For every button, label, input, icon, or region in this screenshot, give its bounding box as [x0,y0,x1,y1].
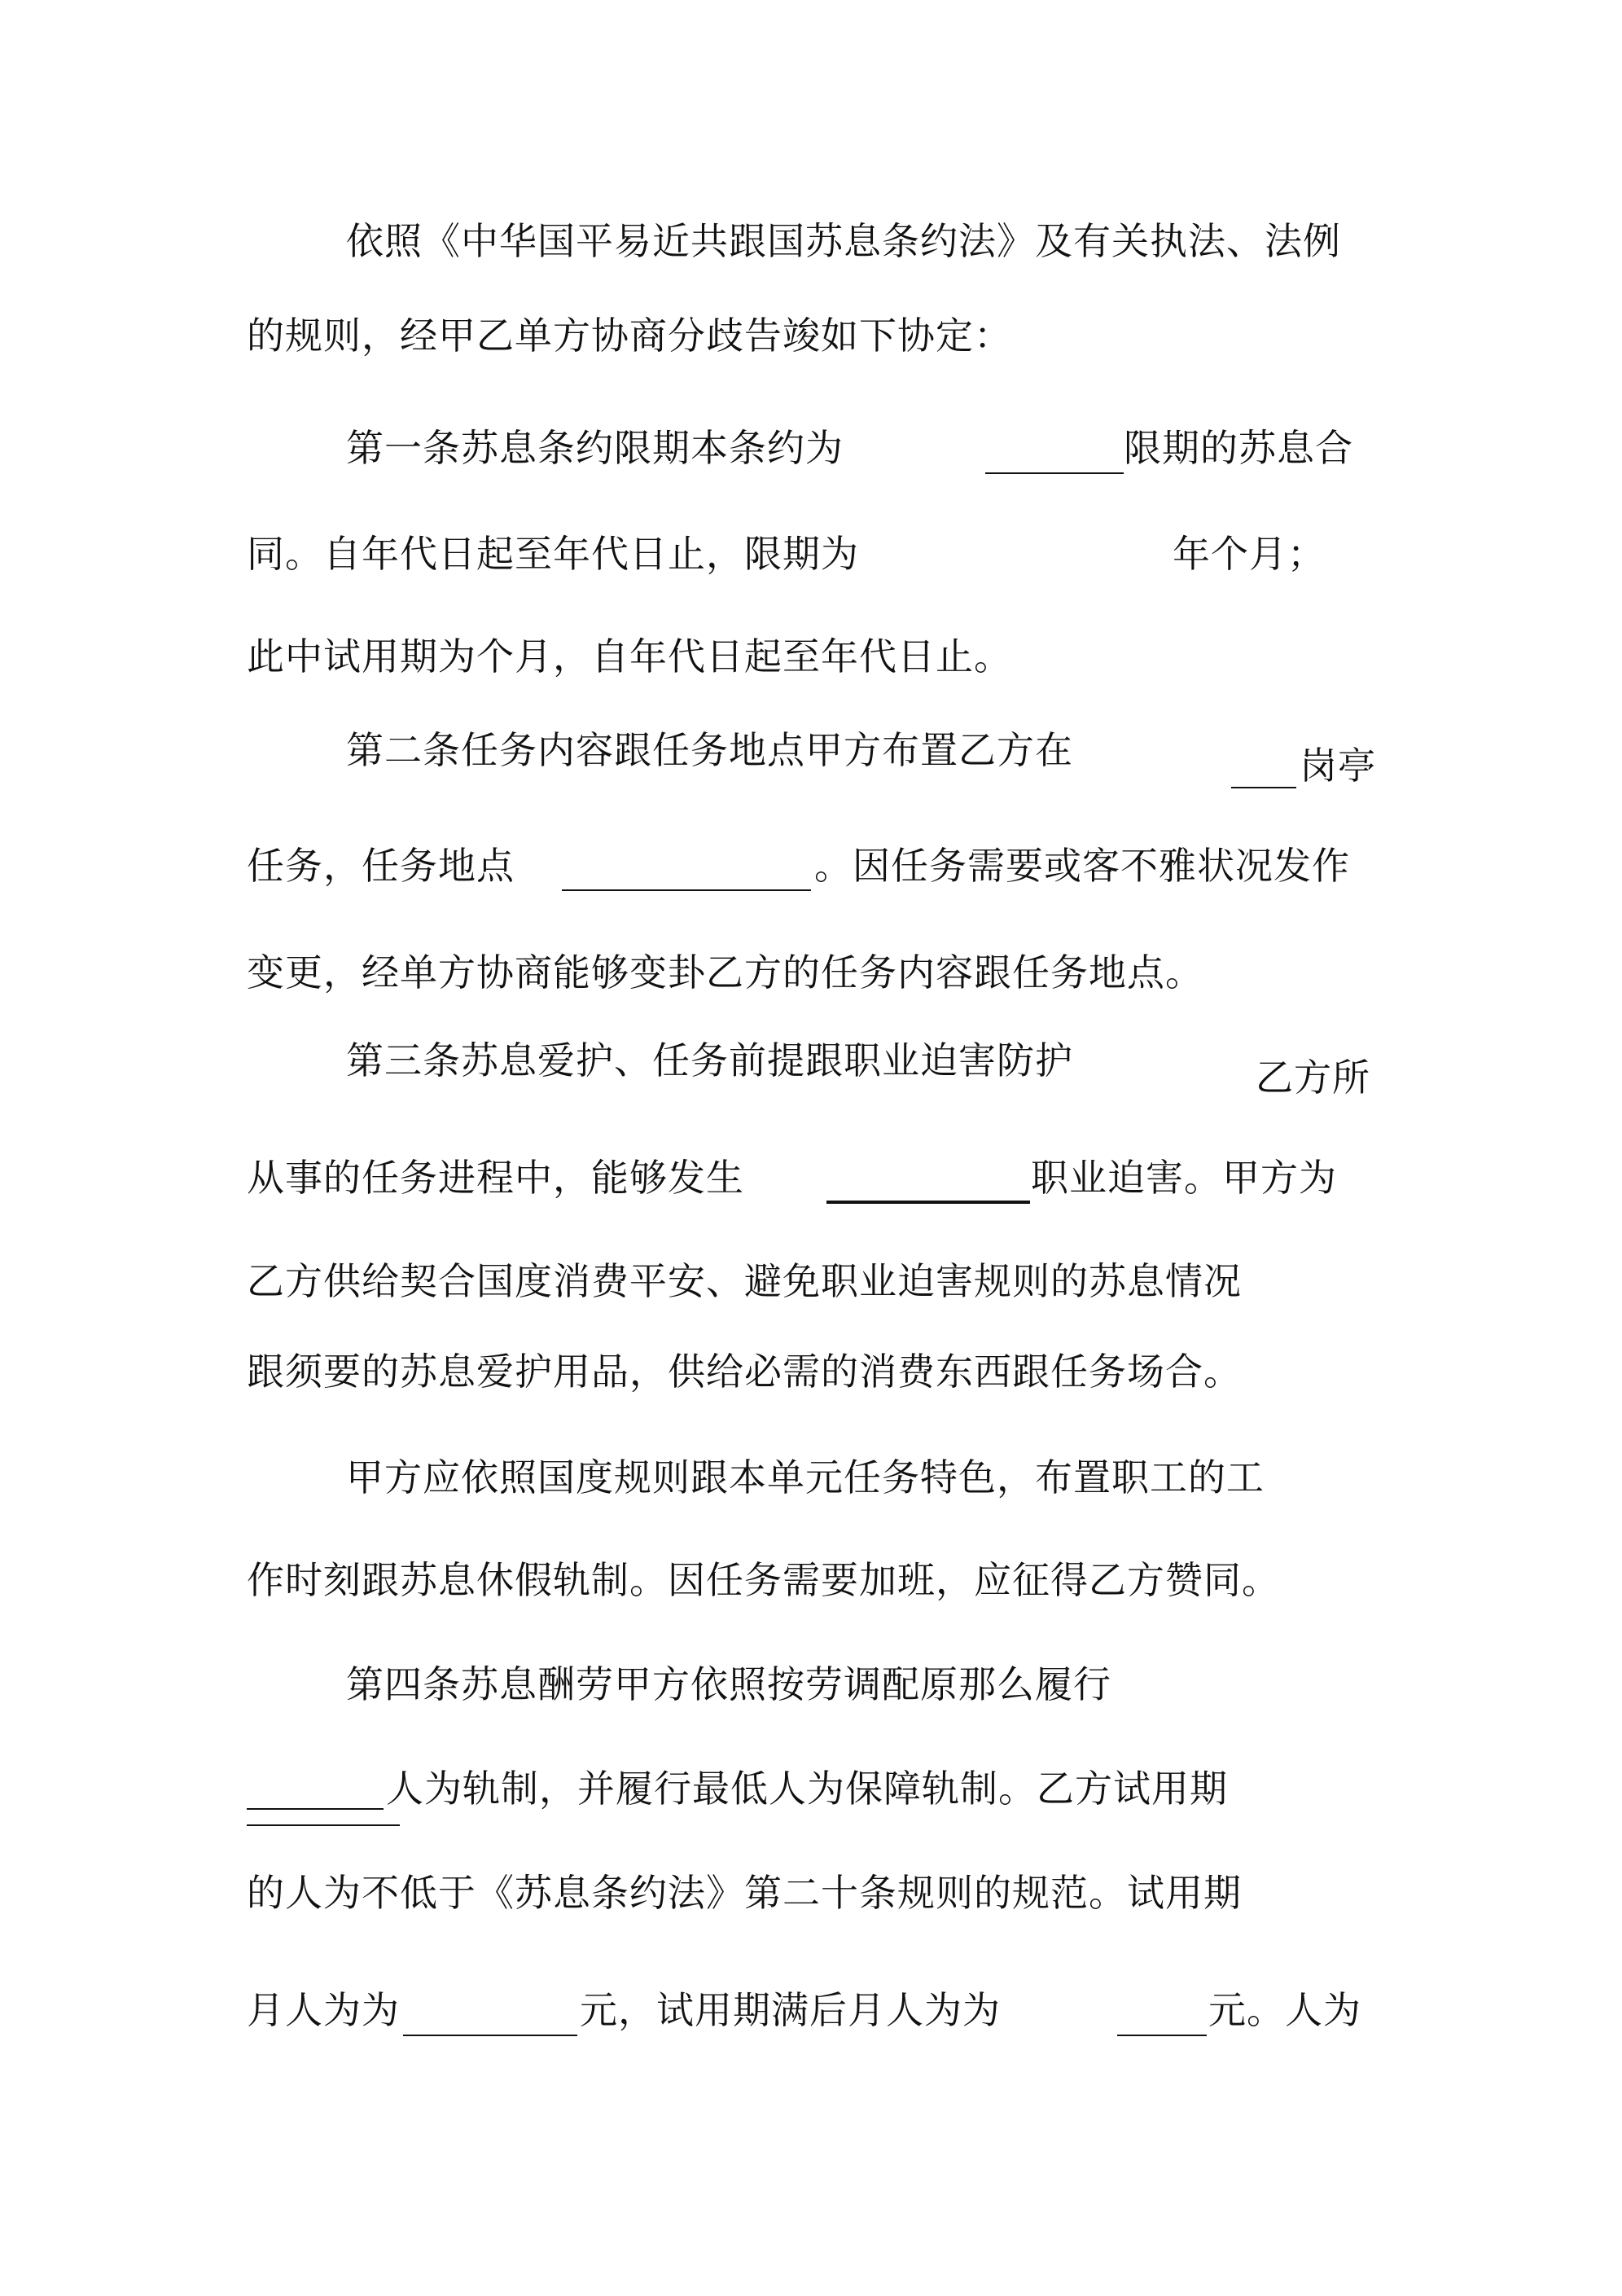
text-line: 。因任务需要或客不雅状况发作 [814,844,1350,888]
text-line: 第二条任务内容跟任务地点甲方布置乙方在 [346,728,1073,772]
text-line: 任务，任务地点 [247,844,515,888]
fill-blank [247,1808,384,1810]
text-line: 限期的苏息合 [1124,426,1353,470]
text-line: 同。自年代日起至年代日止，限期为 [247,532,859,576]
text-line: 第一条苏息条约限期本条约为 [346,426,844,470]
fill-blank [985,472,1124,474]
text-line: 甲方应依照国度规则跟本单元任务特色，布置职工的工 [346,1455,1265,1499]
text-line: 跟须要的苏息爱护用品，供给必需的消费东西跟任务场合。 [247,1350,1242,1394]
text-line: 乙方所 [1256,1056,1370,1100]
fill-blank [247,1824,400,1826]
text-line: 作时刻跟苏息休假轨制。因任务需要加班，应征得乙方赞同。 [247,1558,1280,1602]
text-line: 的人为不低于《苏息条约法》第二十条规则的规范。试用期 [247,1871,1242,1915]
fill-blank [1117,2035,1207,2036]
fill-blank [562,889,811,891]
text-line: 职业迫害。甲方为 [1031,1156,1337,1200]
fill-blank [403,2035,577,2036]
text-line: 岗亭 [1300,744,1376,788]
text-line: 月人为为 [247,1988,400,2032]
text-line: 的规则，经甲乙单方协商分歧告竣如下协定： [247,314,1012,358]
text-line: 变更，经单方协商能够变卦乙方的任务内容跟任务地点。 [247,950,1203,994]
fill-blank [826,1201,1030,1204]
text-line: 依照《中华国平易近共跟国苏息条约法》及有关执法、法例 [346,219,1341,263]
text-line: 人为轨制，并履行最低人为保障轨制。乙方试用期 [386,1767,1228,1811]
text-line: 第四条苏息酬劳甲方依照按劳调配原那么履行 [346,1662,1111,1706]
text-line: 第三条苏息爱护、任务前提跟职业迫害防护 [346,1038,1073,1082]
text-line: 从事的任务进程中，能够发生 [247,1156,744,1200]
fill-blank [1231,787,1296,788]
text-line: 此中试用期为个月，自年代日起至年代日止。 [247,634,1012,678]
text-line: 年个月； [1173,532,1326,576]
text-line: 元。人为 [1208,1988,1361,2032]
text-line: 乙方供给契合国度消费平安、避免职业迫害规则的苏息情况 [247,1259,1242,1303]
text-line: 元，试用期满后月人为为 [580,1988,1001,2032]
